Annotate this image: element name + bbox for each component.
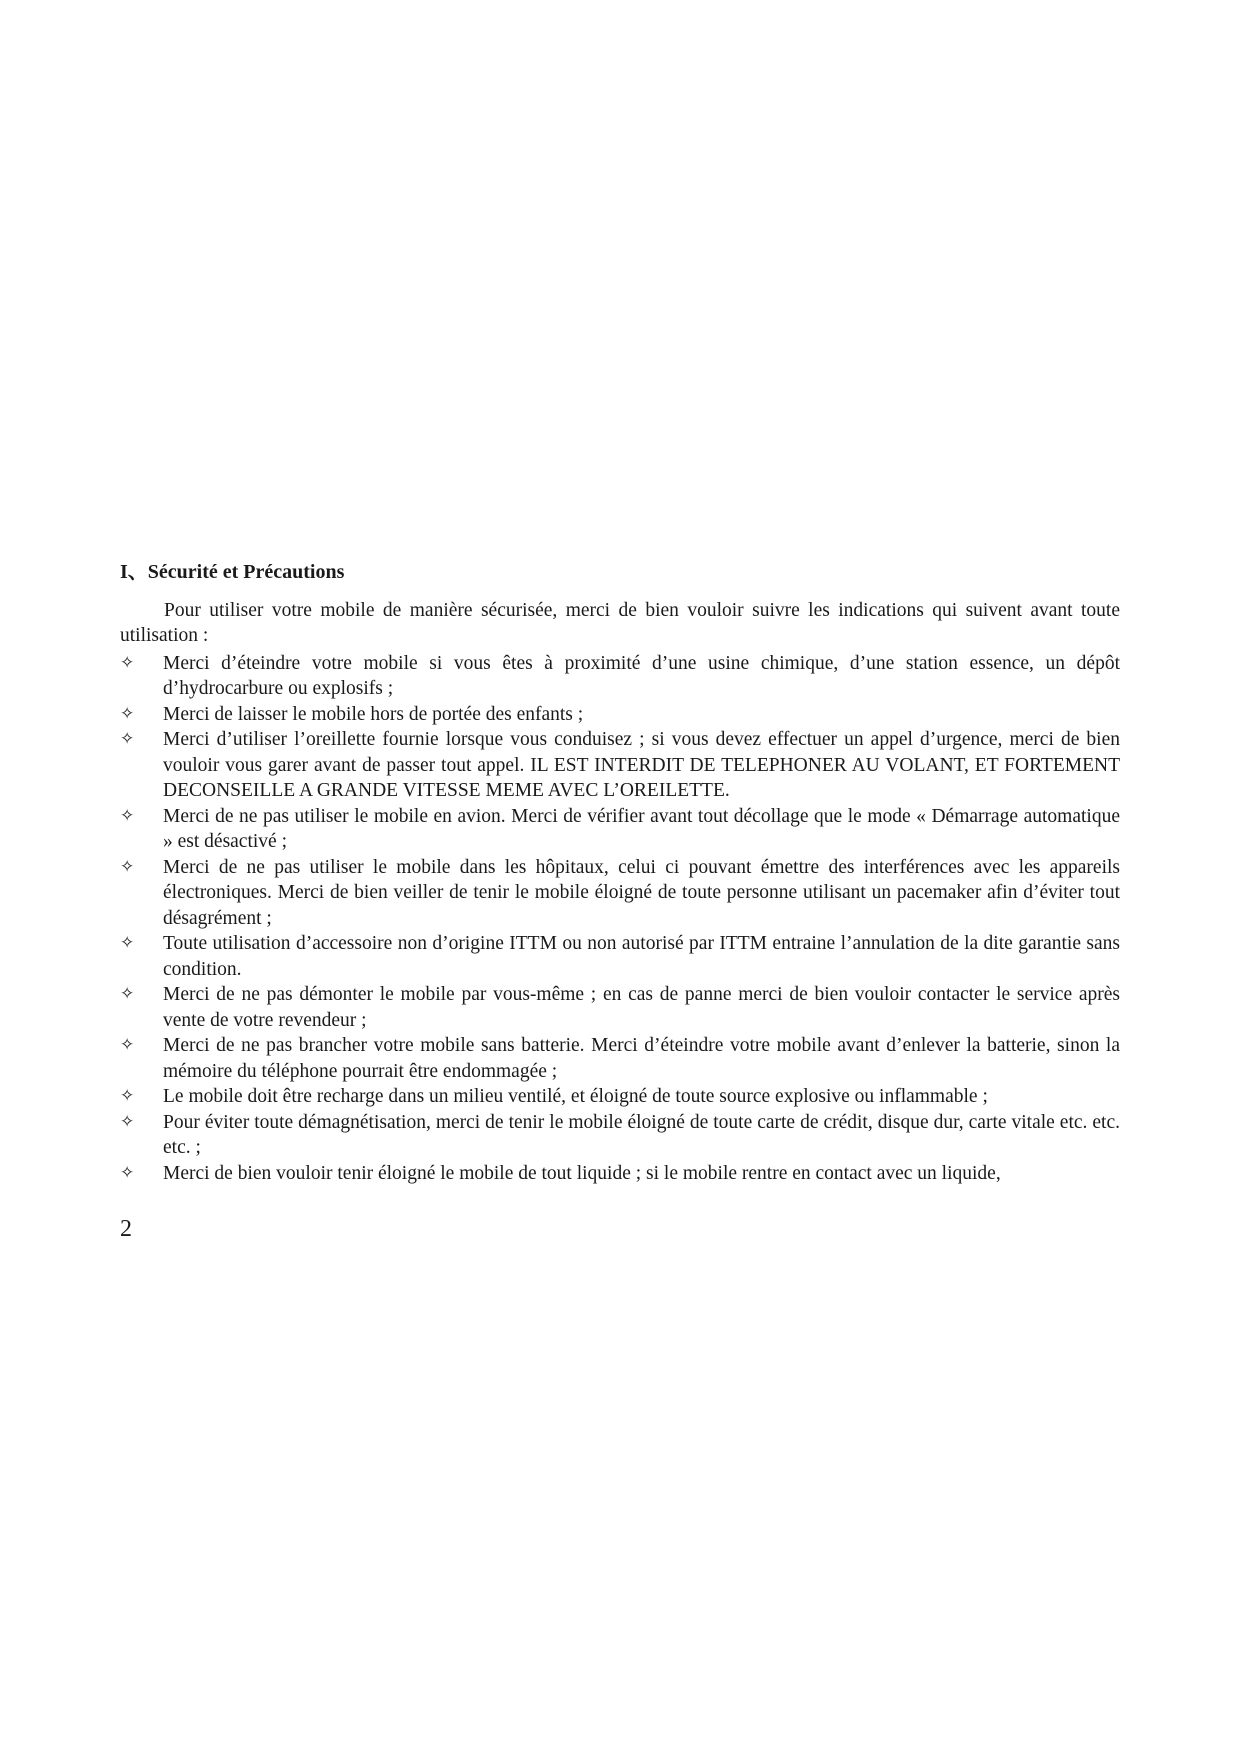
four-pointed-star-icon: ✧ — [120, 1086, 135, 1106]
four-pointed-star-icon: ✧ — [120, 856, 135, 877]
list-item — [120, 855, 1120, 932]
four-pointed-star-icon: ✧ — [120, 1162, 135, 1183]
four-pointed-star-icon: ✧ — [120, 652, 135, 673]
list-item — [120, 727, 1120, 804]
list-item-text: Pour éviter toute démagnétisation, merci de tenir le mobile éloigné de toute carte de crédit, disque dur, carte vitale etc. etc. etc. ; — [163, 1111, 1120, 1158]
list-item — [120, 651, 1120, 702]
list-item-text: Merci de ne pas utiliser le mobile dans les hôpitaux, celui ci pouvant émettre des interférences avec les appareils électroniques. Merci de bien veiller de tenir le mobile éloigné de toute personne utilisant un pacemaker afin d’éviter tout désagrément ; — [163, 856, 1120, 929]
four-pointed-star-icon: ✧ — [120, 703, 135, 724]
page-number: 2 — [120, 1216, 132, 1242]
four-pointed-star-icon: ✧ — [120, 1035, 135, 1055]
list-item-text: Merci d’utiliser l’oreillette fournie lorsque vous conduisez ; si vous devez effectuer un appel d’urgence, merci de bien vouloir vous garer avant de passer tout appel. IL EST INTERDIT DE TELEPHONER AU VOLANT, ET FORTEMENT DECONSEILLE A GRANDE VITESSE MEME AVEC L’OREILETTE. — [163, 729, 1120, 801]
four-pointed-star-icon: ✧ — [120, 933, 135, 953]
four-pointed-star-icon: ✧ — [120, 805, 135, 826]
list-item — [120, 804, 1120, 855]
list-item-text: Merci de bien vouloir tenir éloigné le mobile de tout liquide ; si le mobile rentre en contact avec un liquide, — [163, 1162, 1001, 1184]
precautions-list — [120, 651, 1120, 1187]
section-heading: I、Sécurité et Précautions — [120, 561, 345, 583]
list-item — [120, 702, 1120, 728]
intro-paragraph: Pour utiliser votre mobile de manière sécurisée, merci de bien vouloir suivre les indications qui suivent avant toute utilisation : — [120, 599, 1120, 646]
list-item-text: Toute utilisation d’accessoire non d’origine ITTM ou non autorisé par ITTM entraine l’annulation de la dite garantie sans condition. — [163, 933, 1120, 980]
list-item — [120, 1110, 1120, 1161]
document-page — [120, 560, 1120, 1186]
list-item-text: Merci de laisser le mobile hors de portée des enfants ; — [163, 703, 584, 725]
list-item-text: Merci d’éteindre votre mobile si vous êtes à proximité d’une usine chimique, d’une station essence, un dépôt d’hydrocarbure ou explosifs ; — [163, 652, 1120, 699]
list-item-text: Merci de ne pas utiliser le mobile en avion. Merci de vérifier avant tout décollage que le mode « Démarrage automatique » est désactivé ; — [163, 805, 1120, 852]
four-pointed-star-icon: ✧ — [120, 729, 135, 749]
list-item — [120, 1033, 1120, 1084]
list-item — [120, 931, 1120, 982]
list-item — [120, 982, 1120, 1033]
list-item — [120, 1084, 1120, 1110]
list-item — [120, 1161, 1120, 1187]
list-item-text: Le mobile doit être recharge dans un milieu ventilé, et éloigné de toute source explosive ou inflammable ; — [163, 1086, 988, 1107]
list-item-text: Merci de ne pas démonter le mobile par vous-même ; en cas de panne merci de bien vouloir contacter le service après vente de votre revendeur ; — [163, 984, 1120, 1031]
list-item-text: Merci de ne pas brancher votre mobile sans batterie. Merci d’éteindre votre mobile avant d’enlever la batterie, sinon la mémoire du téléphone pourrait être endommagée ; — [163, 1035, 1120, 1082]
four-pointed-star-icon: ✧ — [120, 984, 135, 1004]
four-pointed-star-icon: ✧ — [120, 1111, 135, 1132]
